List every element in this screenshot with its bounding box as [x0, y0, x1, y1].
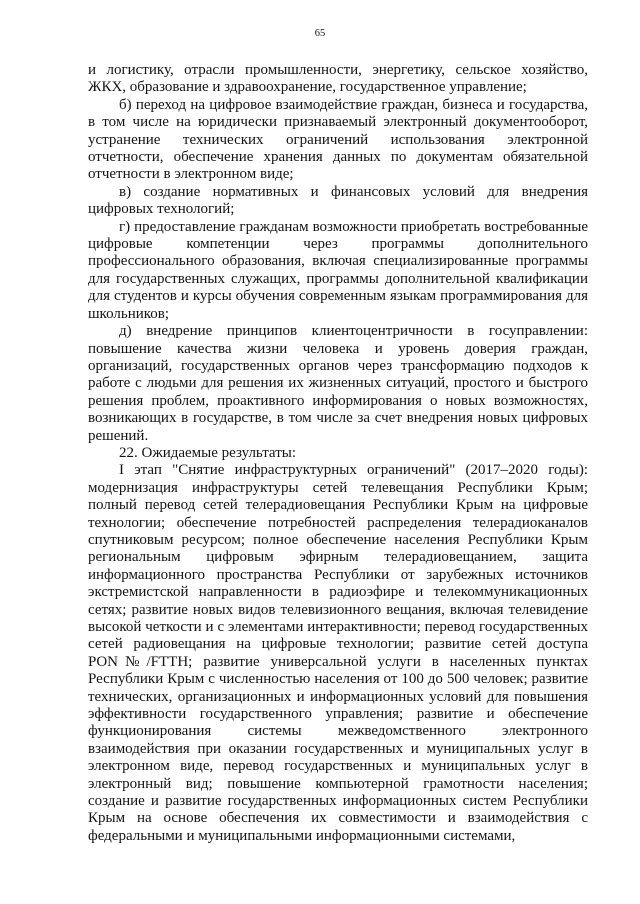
section-heading-expected-results: 22. Ожидаемые результаты:	[119, 444, 297, 461]
paragraph-item-a-continuation: и логистику, отрасли промышленности, энергетику, сельское хозяйство, ЖКХ, образование и здравоохранение, государственное управление;	[88, 62, 588, 96]
paragraph-item-d: д) внедрение принципов клиентоцентричности в госуправлении: повышение качества жизни человека и уровень доверия граждан, организаций, государственных органов через трансформацию подходов к работе с людьми для решения их жизненных ситуаций, простого и быстрого решения проблем, проактивного информирования о новых возможностях, возникающих в государстве, в том числе за счет внедрения новых цифровых решений.	[88, 323, 588, 444]
paragraph-stage-one: I этап "Снятие инфраструктурных ограничений" (2017–2020 годы): модернизация инфраструктуры сетей телевещания Республики Крым; полный перевод сетей телерадиовещания Республики Крым на цифровые технологии; обеспечение потребностей распределения телерадиоканалов спутниковым ресурсом; полное обеспечение населения Республики Крым региональным цифровым эфирным телерадиовещанием, защита информационного пространства Республики от зарубежных источников экстремистской направленности в радиоэфире и телекоммуникационных сетях; развитие новых видов телевизионного вещания, включая телевидение высокой четкости и с элементами интерактивности; перевод государственных сетей радиовещания на цифровые технологии; развитие сетей доступа PON№/FTTH; развитие универсальной услуги в населенных пунктах Республики Крым с численностью населения от 100 до 500 человек; развитие технических, организационных и информационных условий для повышения эффективности государственного управления; развитие и обеспечение функционирования системы межведомственного электронного взаимодействия при оказании государственных и муниципальных услуг в электронном виде, перевод государственных и муниципальных услуг в электронный вид; повышение компьютерной грамотности населения; создание и развитие государственных информационных систем Республики Крым на основе обеспечения их совместимости и взаимодействия с федеральными и муниципальными информационными системами,	[88, 462, 588, 844]
page-number: 65	[314, 28, 326, 39]
paragraph-item-v: в) создание нормативных и финансовых условий для внедрения цифровых технологий;	[88, 183, 588, 218]
paragraph-item-b: б) переход на цифровое взаимодействие граждан, бизнеса и государства, в том числе на юридически признаваемый электронный документооборот, устранение технических ограничений использования электронной отчетности, обеспечение хранения данных по документам обязательной отчетности в электронном виде;	[88, 96, 588, 183]
paragraph-item-g: г) предоставление гражданам возможности приобретать востребованные цифровые компетенции через программы дополнительного профессионального образования, включая специализированные программы для государственных служащих, программы дополнительной квалификации для студентов и курсы обучения современным языкам программирования для школьников;	[88, 218, 588, 322]
document-body	[88, 62, 588, 845]
